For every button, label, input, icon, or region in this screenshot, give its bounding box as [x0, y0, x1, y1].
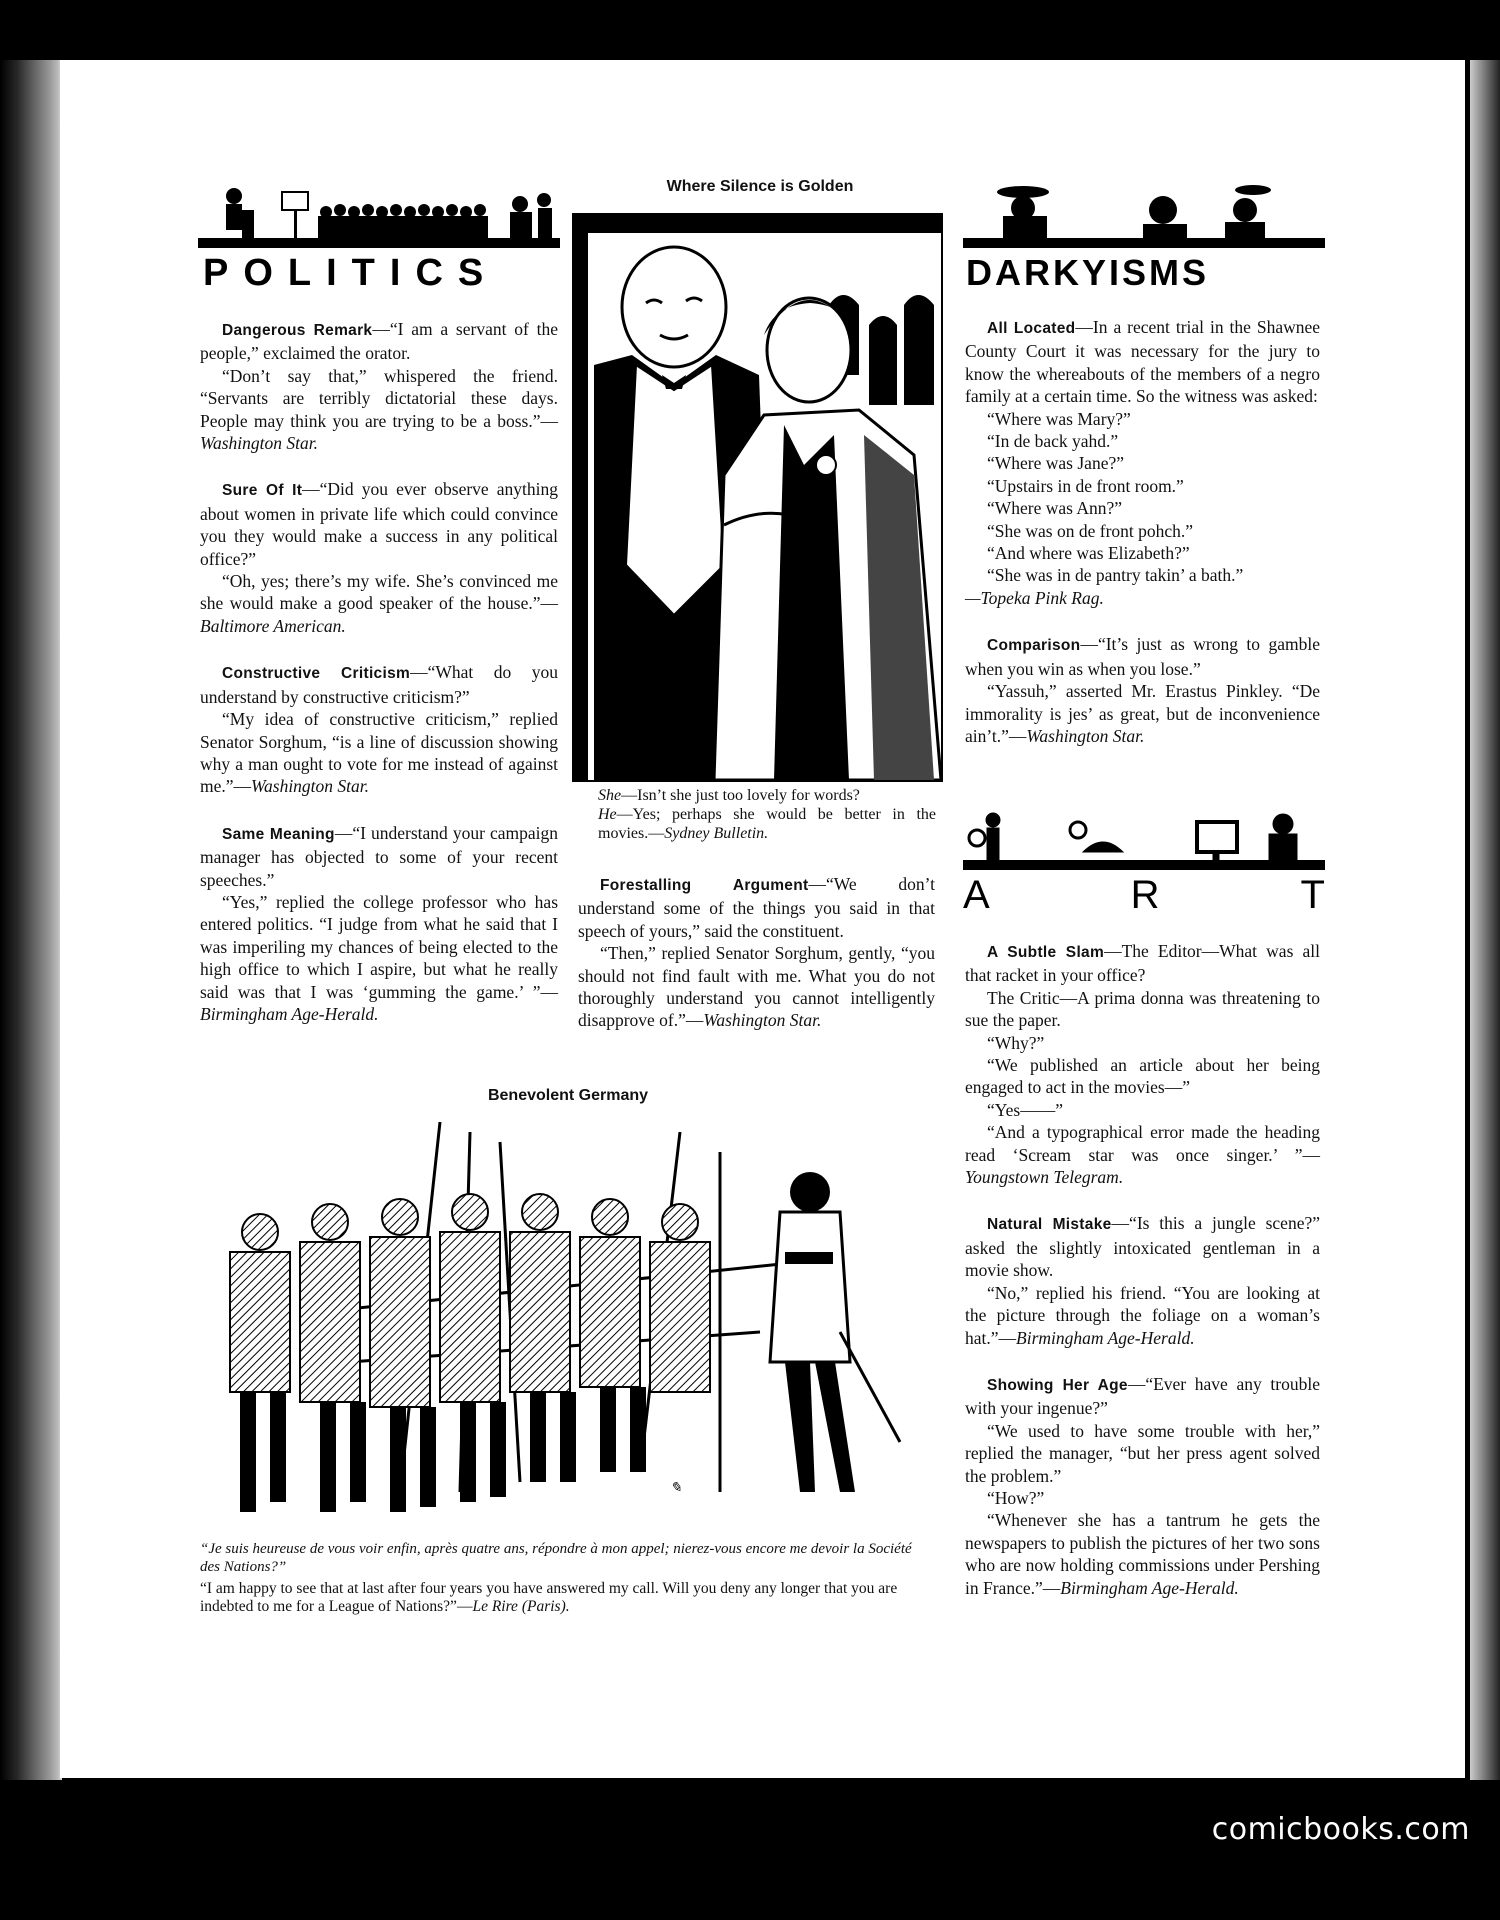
- cartoon-top-caption: She—Isn’t she just too lovely for words? He—Yes; perhaps she would be better in the movies.—Sydney Bulletin.: [598, 787, 936, 842]
- article-heading: Dangerous Remark: [222, 322, 373, 339]
- art-column: [965, 940, 1320, 1623]
- article-source: Washington Star.: [200, 433, 318, 454]
- article-source: Washington Star.: [251, 776, 370, 797]
- article-dangerous-remark: Dangerous Remark—“I am a servant of the people,” exclaimed the orator. “Don’t say that,” whispered the friend. “Servants are terribly dictatorial these days. People may think you are trying to be a boss.”—Washington Star.: [200, 319, 558, 454]
- article-constructive-criticism: Constructive Criticism—“What do you understand by constructive criticism?” “My idea of constructive criticism,” replied Senator Sorghum, “is a line of discussion showing why a man ought to vote for me instead of against me.”—Washington Star.: [200, 662, 558, 797]
- art-title-letter: A: [963, 873, 990, 917]
- darkyisms-header-illustration: [963, 180, 1325, 250]
- artist-signature: ✎: [670, 1481, 682, 1496]
- darkyisms-title: DARKYISMS: [966, 252, 1210, 293]
- article-heading: Constructive Criticism: [222, 665, 411, 683]
- cartoon-title: Where Silence is Golden: [666, 178, 854, 195]
- art-title: [963, 873, 1325, 918]
- article-a-subtle-slam: A Subtle Slam—The Editor—What was all that racket in your office? The Critic—A prima donna was threatening to sue the paper. “Why?” “We published an article about her being engaged to act in the movies—” “Yes——” “And a typographical error made the heading read ‘Scream star was once singer.’ ”—Youngstown Telegram.: [965, 941, 1320, 1188]
- article-natural-mistake: Natural Mistake—“Is this a jungle scene?” asked the slightly intoxicated gentleman in a movie show. “No,” replied his friend. “You are looking at the picture through the foliage on a woman’s hat.”—Birmingham Age-Herald.: [965, 1213, 1320, 1348]
- article-heading: A Subtle Slam: [987, 944, 1105, 961]
- politics-column: [200, 318, 558, 1049]
- article-comparison: Comparison—“It’s just as wrong to gamble when you win as when you lose.” “Yassuh,” asserted Mr. Erastus Pinkley. “De immorality is jes’ as great, but de inconvenience ain’t.”—Washington Star.: [965, 634, 1320, 746]
- cartoon-bottom-caption-french: “Je suis heureuse de vous voir enfin, après quatre ans, répondre à mon appel; nierez-vous encore me devoir la Société des Nations?”: [200, 1541, 912, 1575]
- article-heading: Sure Of It: [222, 482, 303, 500]
- art-title-letter: T: [1300, 873, 1325, 917]
- politics-header-illustration: [198, 180, 560, 248]
- cartoon-bottom-caption-english: “I am happy to see that at last after four years you have answered my call. Will you deny any longer that you are indebted to me for a League of Nations?”—Le Rire (Paris).: [200, 1580, 898, 1615]
- cartoon-where-silence-is-golden: [572, 213, 943, 782]
- article-source: Washington Star.: [703, 1010, 822, 1031]
- article-source: Birmingham Age-Herald.: [1016, 1327, 1195, 1348]
- article-heading: Natural Mistake: [987, 1216, 1112, 1234]
- article-heading: Forestalling Argument: [600, 877, 809, 894]
- article-source: Birmingham Age-Herald.: [1060, 1577, 1239, 1598]
- article-source: Youngstown Telegram.: [965, 1167, 1124, 1188]
- cartoon-soldiers-drawing: [200, 1112, 935, 1920]
- cartoon-benevolent-germany: [200, 1112, 935, 1920]
- article-source: Baltimore American.: [200, 615, 346, 636]
- article-sure-of-it: Sure Of It—“Did you ever observe anything about women in private life which could convince you they would make a success in any political office?” “Oh, yes; there’s my wife. She’s convinced me she would make a good speaker of the house.”—Baltimore American.: [200, 479, 558, 636]
- book-binding-edge: [0, 60, 62, 1780]
- site-watermark: comicbooks.com: [1211, 1812, 1470, 1847]
- article-heading: All Located: [987, 320, 1076, 337]
- art-header-illustration: [963, 808, 1325, 870]
- darkyisms-column: [965, 316, 1320, 771]
- politics-title: POLITICS: [203, 252, 499, 294]
- article-all-located: All Located—In a recent trial in the Shawnee County Court it was necessary for the jury to know the whereabouts of the members of a negro family at a certain time. So the witness was asked: “Where was Mary?” “In de back yahd.” “Where was Jane?” “Upstairs in de front room.” “Where was Ann?” “She was on de front pohch.” “And where was Elizabeth?” “She was in de pantry takin’ a bath.” —Topeka Pink Rag.: [965, 317, 1321, 608]
- article-same-meaning: Same Meaning—“I understand your campaign manager has objected to some of your recent speeches.” “Yes,” replied the college professor who has entered politics. “I judge from what he said that I was imperiling my chances of being elected to the high office to which I aspire, but what he really said was that I was ‘gumming the game.’ ”—Birmingham Age-Herald.: [200, 822, 558, 1024]
- cartoon-drawing: [574, 215, 941, 780]
- art-title-letter: R: [1130, 873, 1160, 917]
- article-heading: Showing Her Age: [987, 1376, 1128, 1394]
- cartoon-title: Benevolent Germany: [487, 1087, 649, 1104]
- article-source: Birmingham Age-Herald.: [200, 1003, 379, 1024]
- facing-page-edge: [1470, 60, 1500, 1780]
- article-heading: Same Meaning: [222, 825, 335, 843]
- article-source: —Topeka Pink Rag.: [965, 587, 1104, 608]
- article-showing-her-age: Showing Her Age—“Ever have any trouble with your ingenue?” “We used to have some trouble with her,” replied the manager, “but her press agent solved the problem.” “How?” “Whenever she has a tantrum he gets the newspapers to publish the pictures of her two sons who are now holding commissions under Pershing in France.”—Birmingham Age-Herald.: [965, 1373, 1320, 1598]
- article-heading: Comparison: [987, 637, 1081, 655]
- article-forestalling-argument: Forestalling Argument—“We don’t understand some of the things you said in that speech of yours,” said the constituent. “Then,” replied Senator Sorghum, gently, “you should not find fault with me. What you do not thoroughly understand you cannot intelligently disapprove of.”—Washington Star.: [578, 874, 936, 1031]
- article-source: Washington Star.: [1026, 725, 1145, 746]
